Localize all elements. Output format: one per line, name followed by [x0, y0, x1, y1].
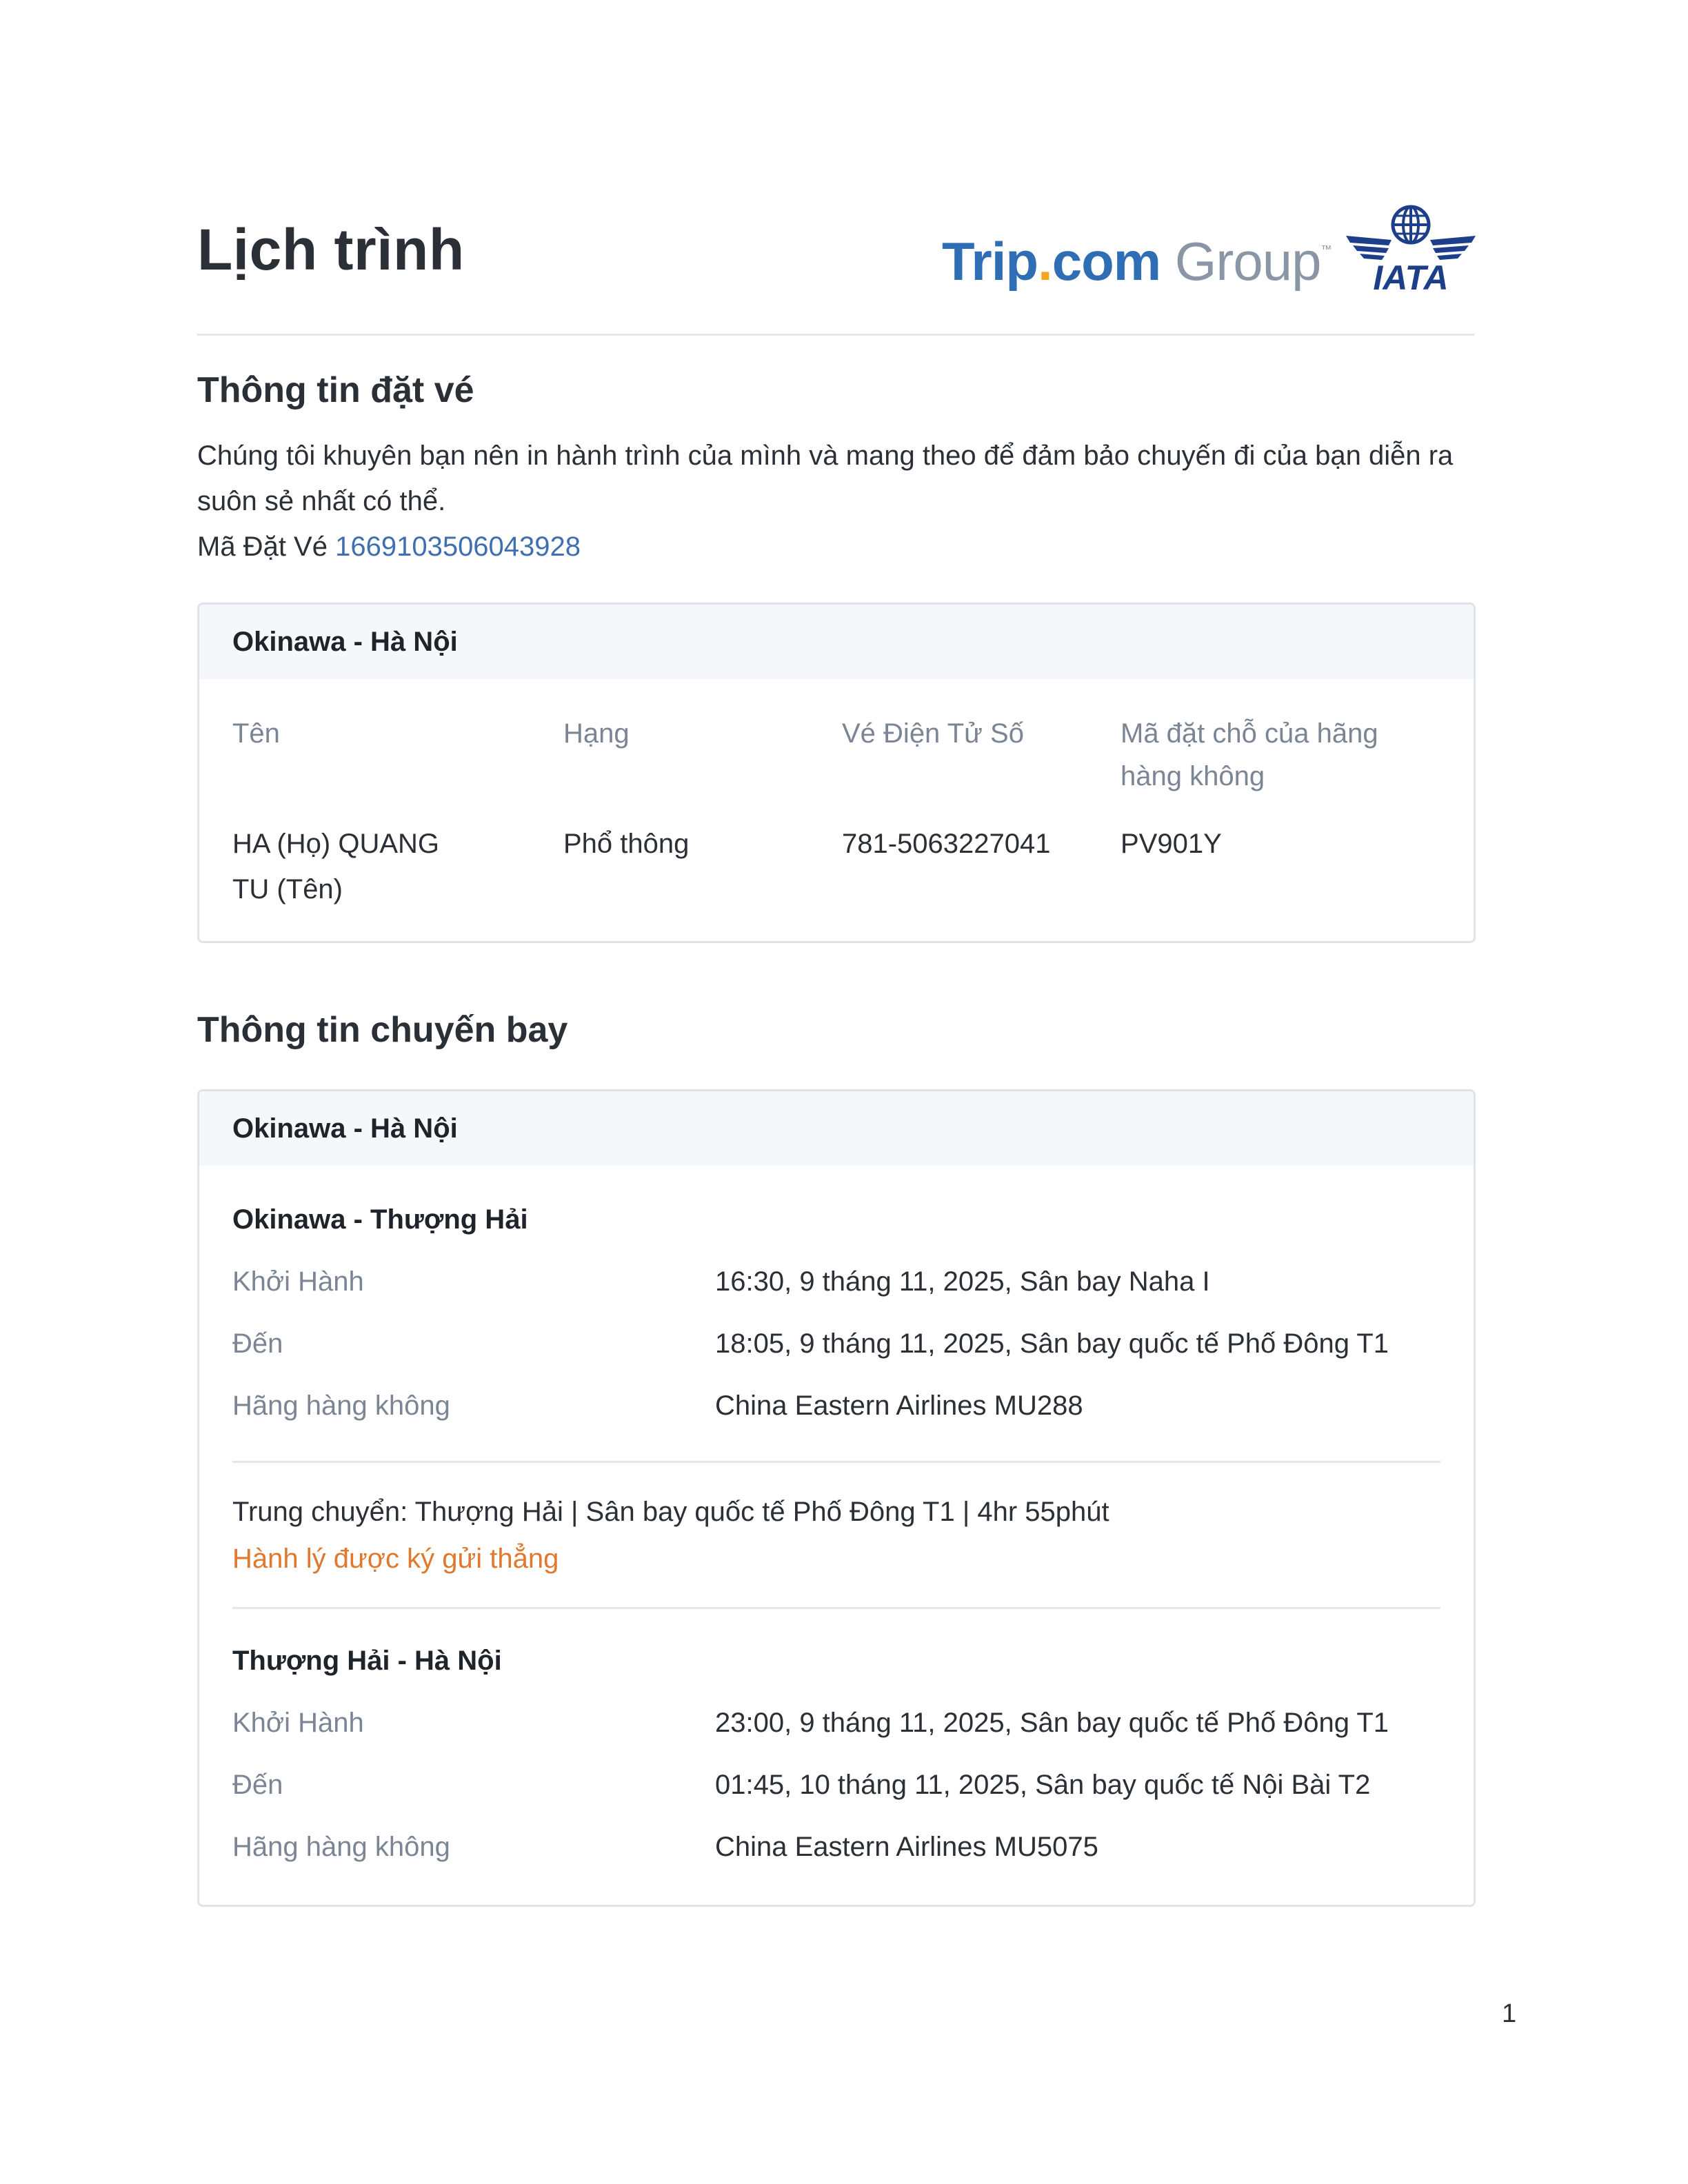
header-divider: [197, 334, 1474, 336]
passenger-pnr: PV901Y: [1121, 829, 1222, 859]
booking-info-title: Thông tin đặt vé: [197, 370, 474, 410]
booking-intro-text: Chúng tôi khuyên bạn nên in hành trình của mình và mang theo để đảm bảo chuyến đi của bạn diễn ra suôn sẻ nhất có thể.: [197, 441, 1454, 516]
segment-divider: [232, 1607, 1440, 1609]
segment-2-title: Thượng Hải - Hà Nội: [232, 1646, 502, 1676]
booking-number-line: [197, 524, 581, 569]
page-title: Lịch trình: [197, 217, 465, 282]
passenger-card-route: Okinawa - Hà Nội: [199, 605, 1474, 679]
transfer-info: Trung chuyển: Thượng Hải | Sân bay quốc tế Phố Đông T1 | 4hr 55phút: [232, 1497, 1109, 1527]
segment-1-arrive-label: Đến: [232, 1328, 283, 1359]
passenger-name: HA (Họ) QUANG TU (Tên): [232, 829, 440, 904]
passenger-table: [199, 679, 1474, 941]
column-header-name: Tên: [232, 718, 280, 749]
segment-1-airline-label: Hãng hàng không: [232, 1391, 450, 1421]
logo-group-text: Group: [1174, 231, 1321, 292]
segment-2-airline-label: Hãng hàng không: [232, 1832, 450, 1862]
segment-1-title: Okinawa - Thượng Hải: [232, 1204, 528, 1235]
column-header-pnr: Mã đặt chỗ của hãng hàng không: [1121, 718, 1378, 791]
passenger-ticket-number: 781-5063227041: [842, 829, 1051, 859]
logo-dot: .: [1038, 231, 1052, 292]
segment-2-depart-value: 23:00, 9 tháng 11, 2025, Sân bay quốc tế Phố Đông T1: [715, 1708, 1389, 1738]
segment-2-depart-label: Khởi Hành: [232, 1708, 364, 1738]
iata-logo-icon: [1343, 204, 1478, 294]
baggage-through-note: Hành lý được ký gửi thẳng: [232, 1544, 559, 1574]
segment-2-arrive-value: 01:45, 10 tháng 11, 2025, Sân bay quốc tế Nội Bài T2: [715, 1770, 1371, 1800]
logo-com-text: com: [1052, 231, 1161, 292]
column-header-ticket: Vé Điện Tử Số: [842, 718, 1024, 749]
segment-2-arrive-label: Đến: [232, 1770, 283, 1800]
flight-info-title: Thông tin chuyến bay: [197, 1010, 568, 1050]
tripcom-group-logo: [942, 230, 1332, 293]
logo-trip-text: Trip: [942, 231, 1038, 292]
segment-1-airline-value: China Eastern Airlines MU288: [715, 1391, 1083, 1421]
booking-number-label: Mã Đặt Vé: [197, 532, 328, 562]
flight-card: [197, 1089, 1476, 1907]
passenger-card: [197, 603, 1476, 943]
segment-1-depart-value: 16:30, 9 tháng 11, 2025, Sân bay Naha I: [715, 1266, 1210, 1297]
segment-2-airline-value: China Eastern Airlines MU5075: [715, 1832, 1098, 1862]
iata-logo-text: IATA: [1373, 259, 1449, 294]
page-number: 1: [1502, 1999, 1517, 2028]
segment-divider: [232, 1461, 1440, 1463]
segment-1-depart-label: Khởi Hành: [232, 1266, 364, 1297]
passenger-class: Phổ thông: [563, 829, 690, 859]
page-header: [197, 200, 1474, 310]
flight-card-route: Okinawa - Hà Nội: [199, 1091, 1474, 1166]
booking-number-value[interactable]: 1669103506043928: [335, 532, 581, 562]
logo-tm: ™: [1320, 244, 1332, 256]
segment-1-arrive-value: 18:05, 9 tháng 11, 2025, Sân bay quốc tế Phố Đông T1: [715, 1328, 1389, 1359]
column-header-class: Hạng: [563, 718, 630, 749]
